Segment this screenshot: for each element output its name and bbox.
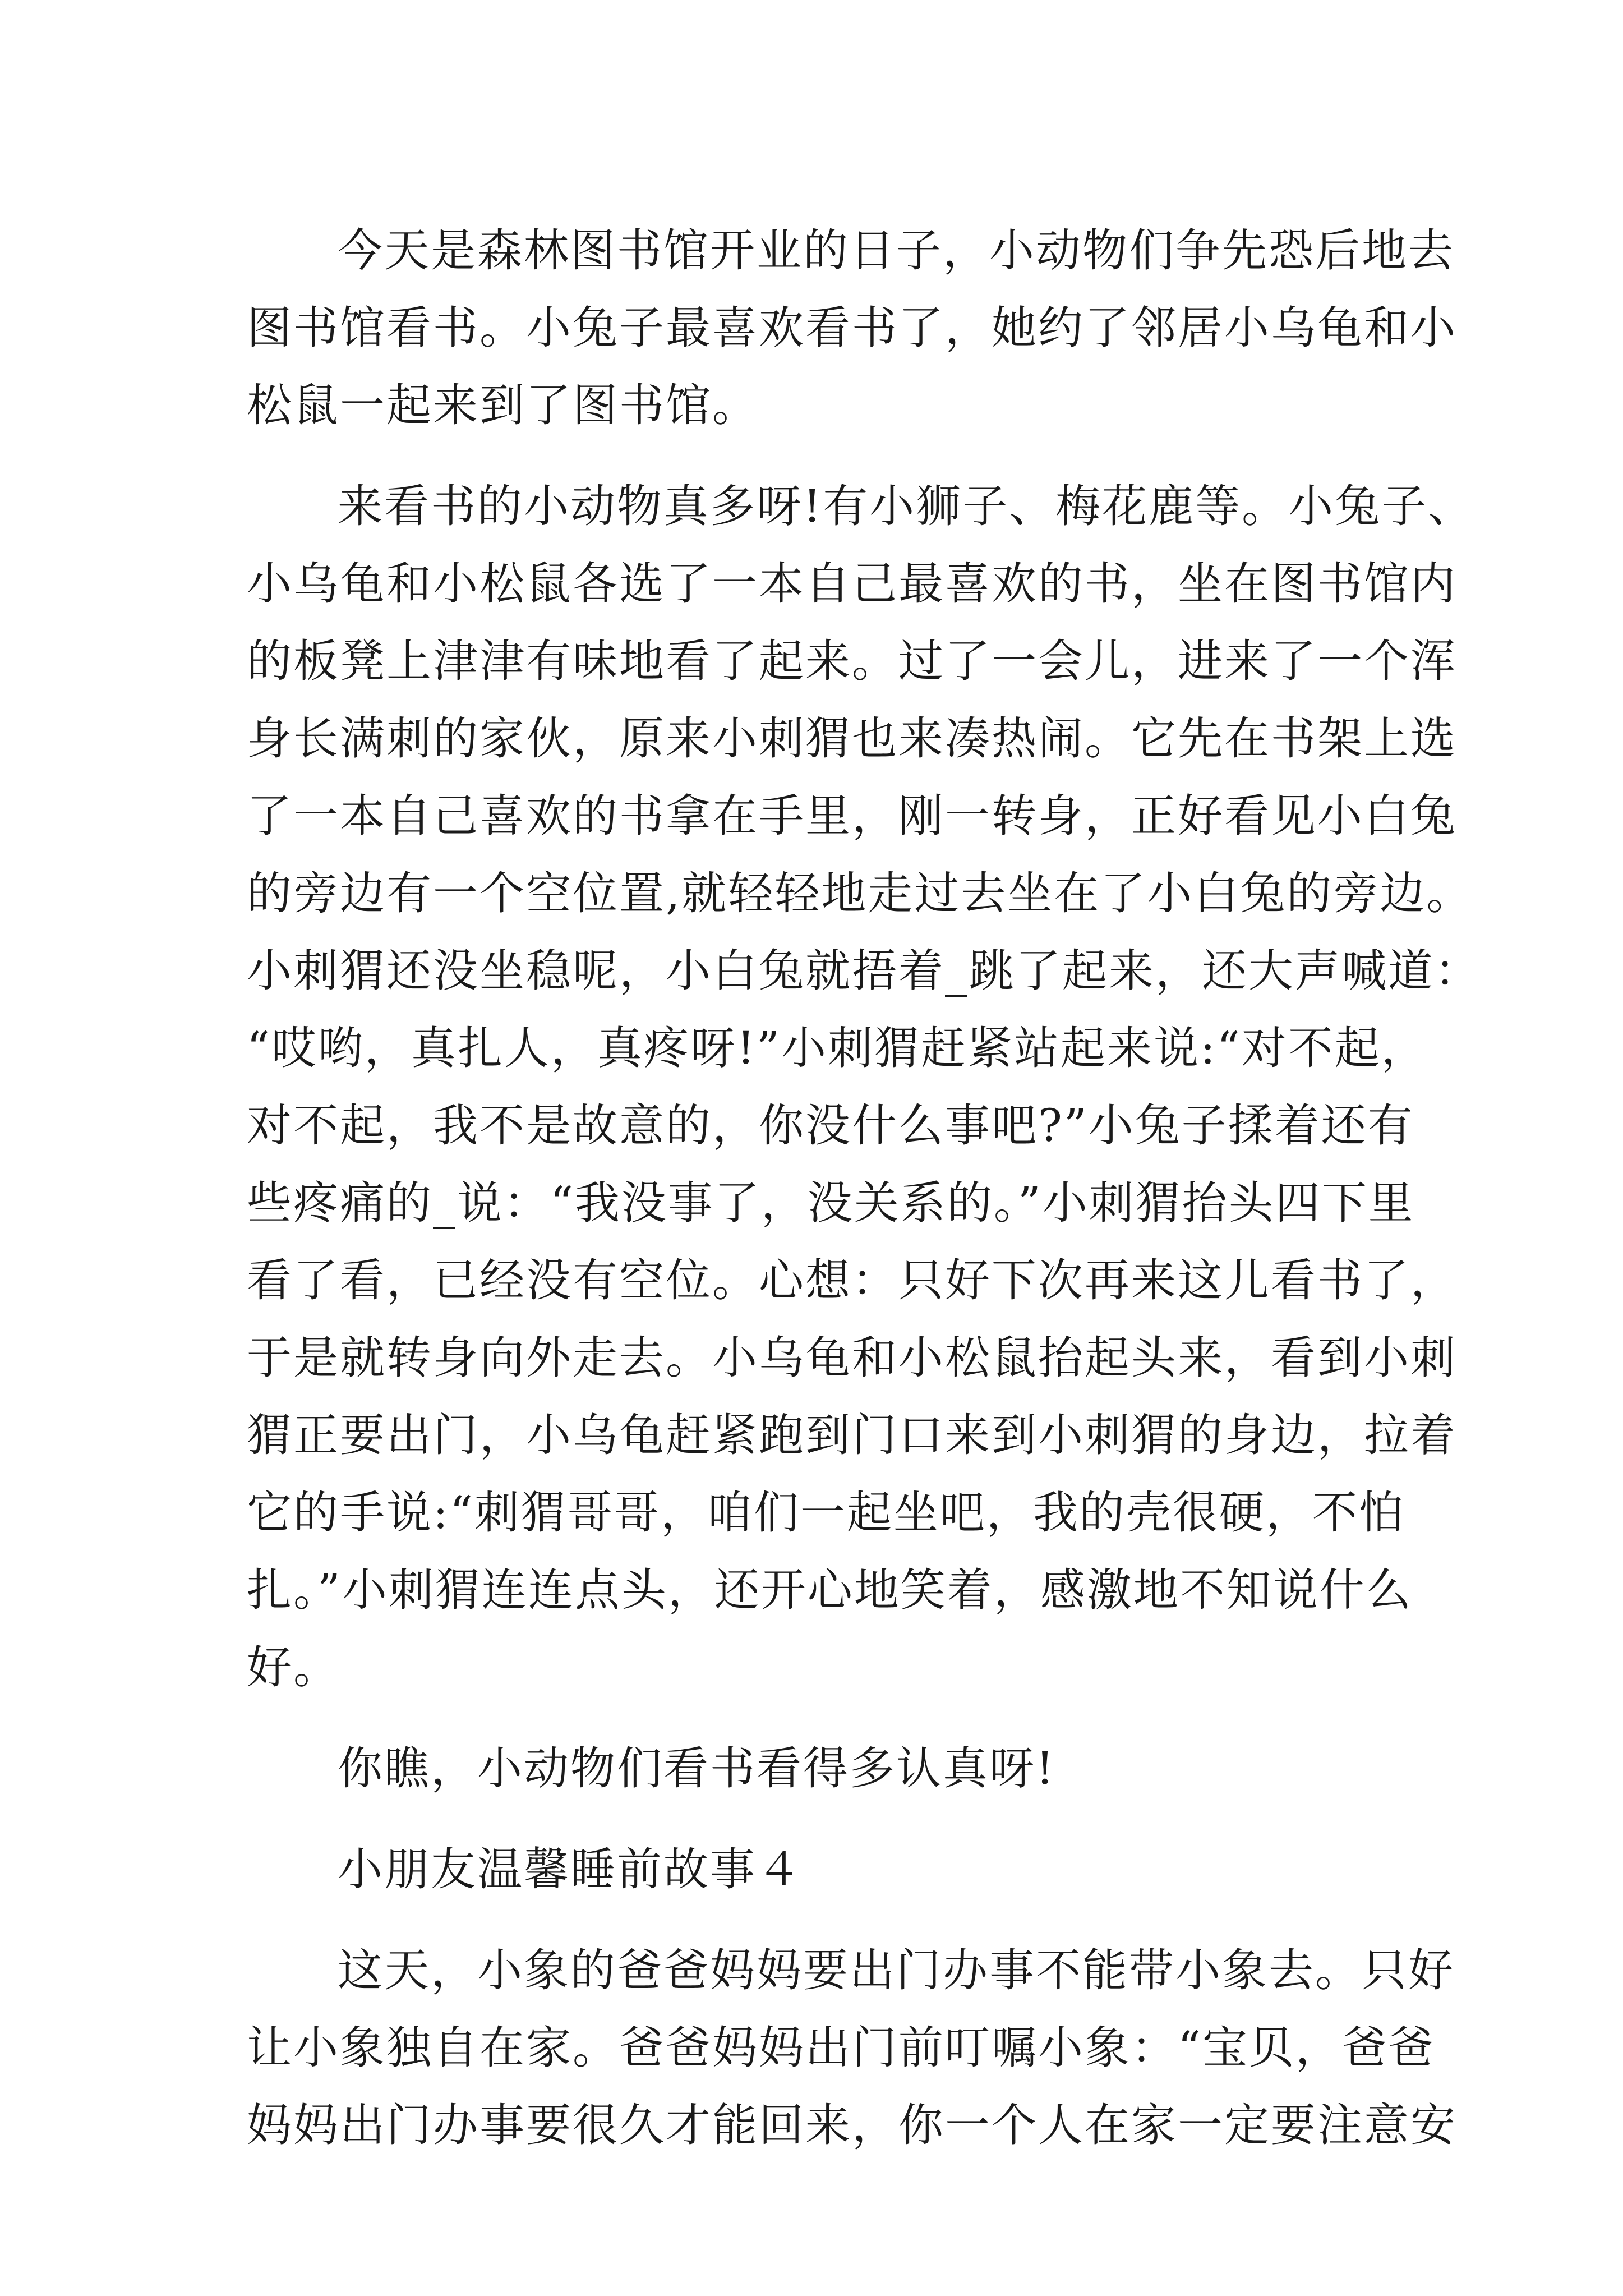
text-line: 些疼痛的_说：“我没事了，没关系的。”小刺猬抬头四下里 bbox=[247, 1177, 1415, 1229]
text-line: “哎哟，真扎人，真疼呀!”小刺猬赶紧站起来说:“对不起， bbox=[247, 1022, 1428, 1074]
section-title: 小朋友温馨睡前故事４ bbox=[338, 1843, 803, 1895]
paragraph-little-elephant bbox=[247, 1932, 1457, 2164]
text-line: 了一本自己喜欢的书拿在手里，刚一转身，正好看见小白兔 bbox=[247, 790, 1457, 842]
text-line: 今天是森林图书馆开业的日子，小动物们争先恐后地去 bbox=[338, 224, 1455, 277]
text-line: 看了看，已经没有空位。心想：只好下次再来这儿看书了， bbox=[247, 1254, 1457, 1306]
text-line: 小乌龟和小松鼠各选了一本自己最喜欢的书，坐在图书馆内 bbox=[247, 558, 1457, 610]
paragraph-library-opening bbox=[247, 212, 1457, 444]
text-line: 让小象独自在家。爸爸妈妈出门前叮嘱小象：“宝贝，爸爸 bbox=[247, 2022, 1435, 2074]
text-line: 的旁边有一个空位置,就轻轻地走过去坐在了小白兔的旁边。 bbox=[247, 867, 1473, 919]
paragraph-conclusion bbox=[247, 1730, 1430, 1807]
text-line: 这天，小象的爸爸妈妈要出门办事不能带小象去。只好 bbox=[338, 1944, 1455, 1996]
text-line: 的板凳上津津有味地看了起来。过了一会儿，进来了一个浑 bbox=[247, 635, 1457, 687]
text-line: 妈妈出门办事要很久才能回来，你一个人在家一定要注意安 bbox=[247, 2099, 1457, 2151]
text-line: 身长满刺的家伙，原来小刺猬也来凑热闹。它先在书架上选 bbox=[247, 712, 1457, 765]
text-line: 扎。”小刺猬连连点头，还开心地笑着，感激地不知说什么 bbox=[247, 1564, 1413, 1616]
text-line: 图书馆看书。小兔子最喜欢看书了，她约了邻居小乌龟和小 bbox=[247, 302, 1457, 354]
text-line: 松鼠一起来到了图书馆。 bbox=[247, 379, 759, 431]
text-line: 它的手说:“刺猬哥哥，咱们一起坐吧，我的壳很硬，不怕 bbox=[247, 1487, 1405, 1539]
document-body bbox=[247, 212, 1481, 2164]
text-line: 你瞧，小动物们看书看得多认真呀! bbox=[338, 1742, 1056, 1795]
text-line: 来看书的小动物真多呀!有小狮子、梅花鹿等。小兔子、 bbox=[338, 480, 1475, 532]
text-line: 好。 bbox=[247, 1641, 340, 1694]
text-line: 猬正要出门，小乌龟赶紧跑到门口来到小刺猬的身边，拉着 bbox=[247, 1409, 1457, 1461]
story-heading bbox=[247, 1831, 1430, 1908]
text-line: 小刺猬还没坐稳呢，小白兔就捂着_跳了起来，还大声喊道： bbox=[247, 945, 1481, 997]
paragraph-hedgehog-story bbox=[247, 468, 1481, 1706]
text-line: 于是就转身向外走去。小乌龟和小松鼠抬起头来，看到小刺 bbox=[247, 1332, 1457, 1384]
text-line: 对不起，我不是故意的，你没什么事吧?”小兔子揉着还有 bbox=[247, 1099, 1414, 1152]
